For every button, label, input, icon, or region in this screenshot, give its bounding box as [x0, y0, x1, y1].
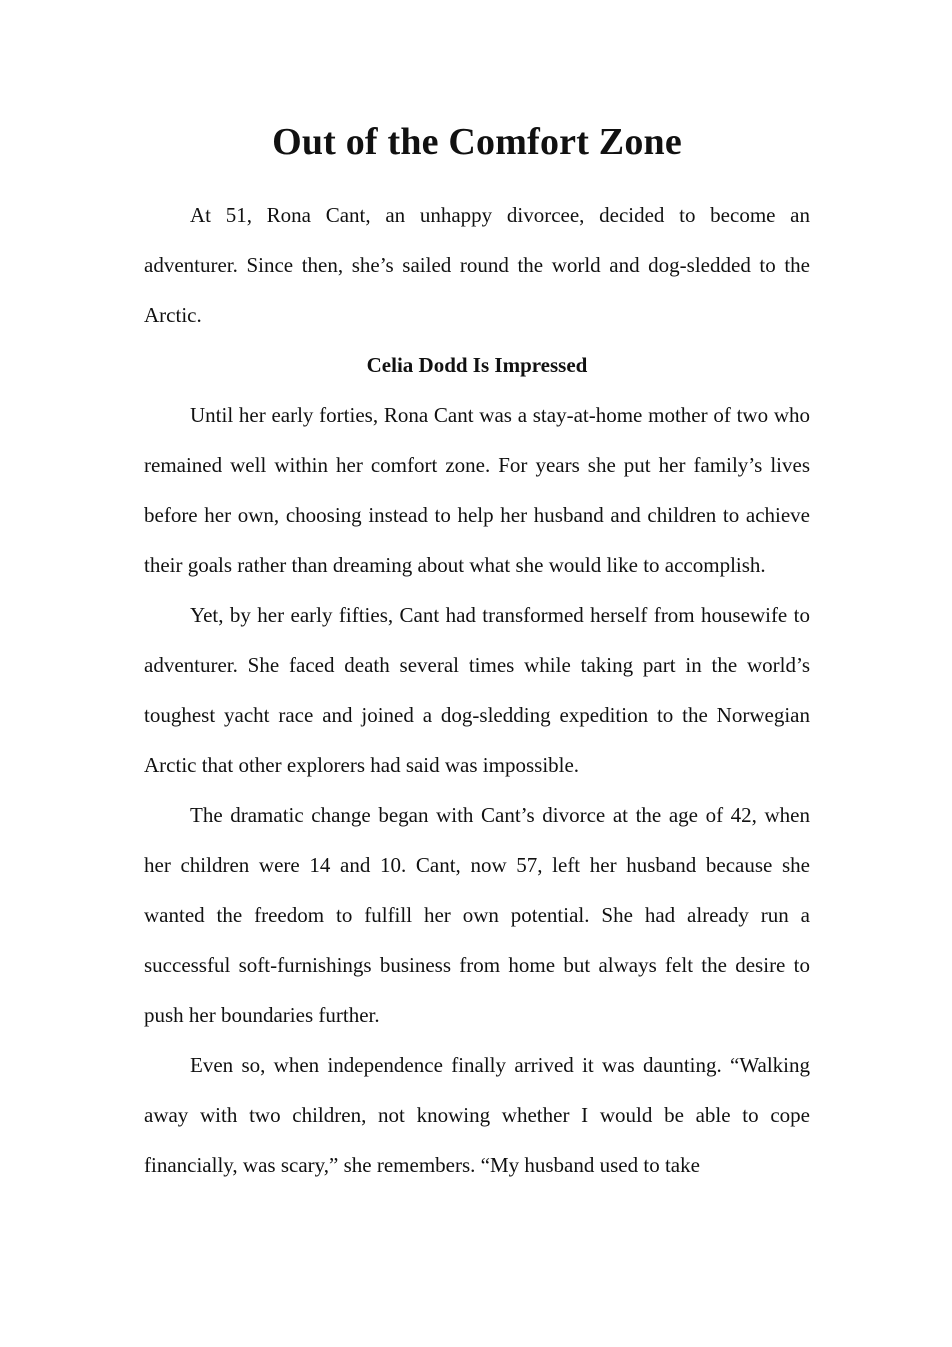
article-body [144, 112, 810, 1190]
body-paragraph-1: Until her early forties, Rona Cant was a stay-at-home mother of two who remained well within her comfort zone. For years she put her family’s lives before her own, choosing instead to help her husband and children to achieve their goals rather than dreaming about what she would like to accomplish. [144, 403, 810, 577]
intro-paragraph: At 51, Rona Cant, an unhappy divorcee, decided to become an adventurer. Since then, she’s sailed round the world and dog-sledded to the Arctic. [144, 203, 810, 327]
article-title: Out of the Comfort Zone [272, 121, 682, 163]
body-paragraph-4: Even so, when independence finally arrived it was daunting. “Walking away with two children, not knowing whether I would be able to cope financially, was scary,” she remembers. “My husband used to take [144, 1053, 810, 1177]
body-paragraph-2: Yet, by her early fifties, Cant had transformed herself from housewife to adventurer. She faced death several times while taking part in the world’s toughest yacht race and joined a dog-sledding expedition to the Norwegian Arctic that other explorers had said was impossible. [144, 603, 810, 777]
body-paragraph-3: The dramatic change began with Cant’s divorce at the age of 42, when her children were 14 and 10. Cant, now 57, left her husband because she wanted the freedom to fulfill her own potential. She had already run a successful soft-furnishings business from home but always felt the desire to push her boundaries further. [144, 803, 810, 1027]
article-byline: Celia Dodd Is Impressed [366, 353, 588, 377]
